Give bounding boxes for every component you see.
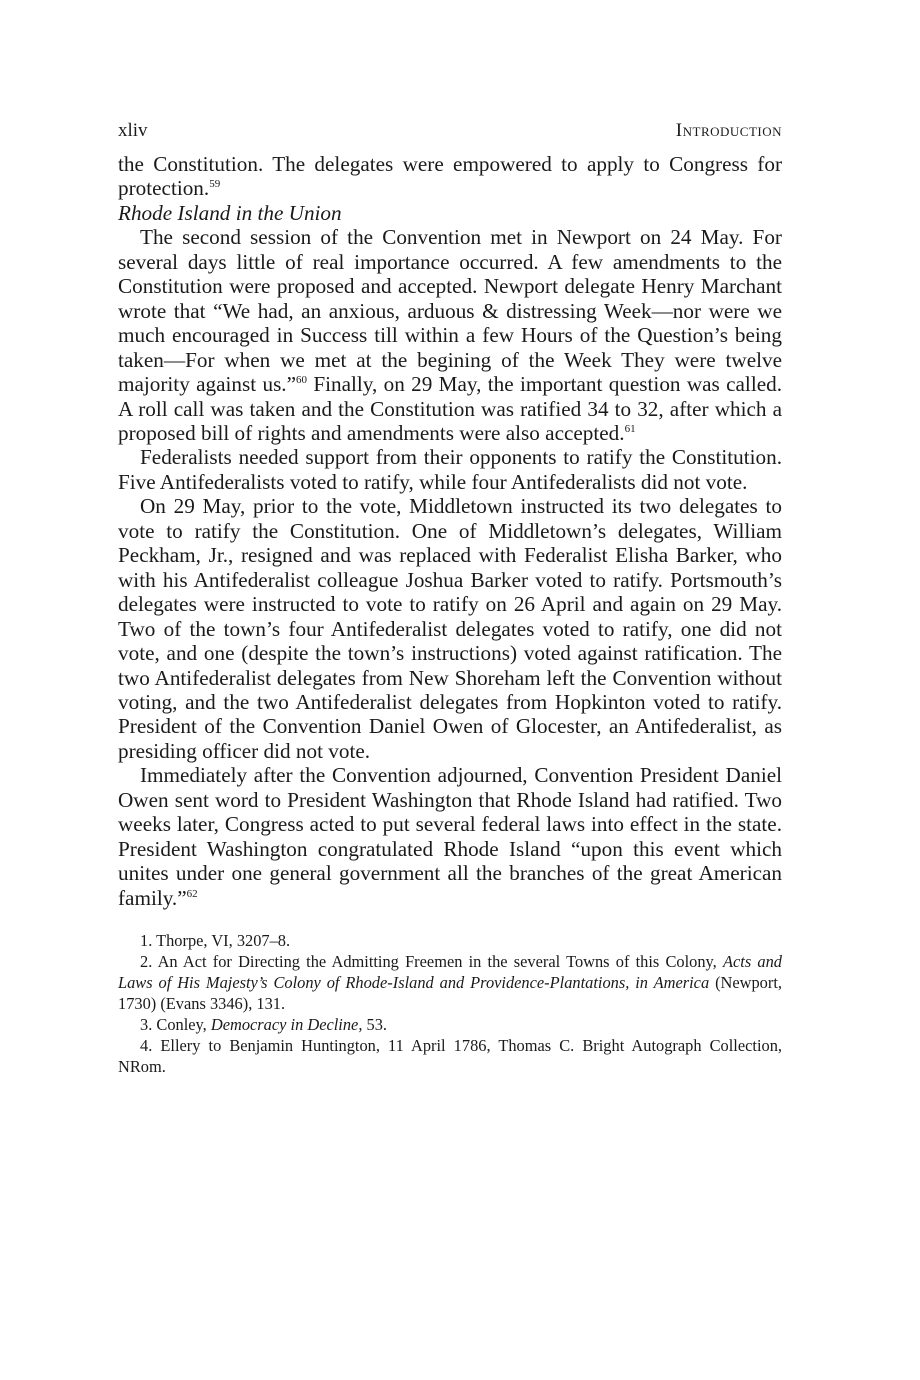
paragraph: Federalists needed support from their opponents to ratify the Constitution. Five Antifederalists voted to ratify, while four Antifederalists did not vote.: [118, 445, 782, 494]
footnote-text: (Newport, 1730) (Evans 3346), 131.: [118, 973, 782, 1014]
note-reference: 62: [186, 887, 198, 900]
paragraph-text: Immediately after the Convention adjourned, Convention President Daniel Owen sent word to President Washington that Rhode Island had ratified. Two weeks later, Congress acted to put several federal laws into effect in the state. President Washington congratulated Rhode Island “upon this event which unites under one general government all the branches of the great American family.”: [118, 763, 782, 910]
note-reference: 59: [209, 178, 221, 191]
running-head: [118, 120, 782, 152]
body-text: [118, 152, 782, 910]
paragraph: [118, 225, 782, 445]
footnotes: [118, 930, 782, 1077]
footnote: [118, 1014, 782, 1035]
footnote-text: 3. Conley,: [140, 1015, 211, 1035]
paragraph-continuation: [118, 152, 782, 201]
footnote-text: 53.: [362, 1015, 388, 1035]
footnote-title: Acts and Laws of His Majesty’s Colony of Rhode-Island and Providence-Plantations, in America: [118, 952, 782, 993]
footnote: 4. Ellery to Benjamin Huntington, 11 April 1786, Thomas C. Bright Autograph Collection, NRom.: [118, 1036, 782, 1077]
paragraph-text: the Constitution. The delegates were empowered to apply to Congress for protection.: [118, 152, 782, 201]
paragraph: On 29 May, prior to the vote, Middletown instructed its two delegates to vote to ratify the Constitution. One of Middletown’s delegates, William Peckham, Jr., resigned and was replaced with Federalist Elisha Barker, who with his Antifederalist colleague Joshua Barker voted to ratify. Portsmouth’s delegates were instructed to vote to ratify on 26 April and again on 29 May. Two of the town’s four Antifederalist delegates voted to ratify, one did not vote, and one (despite the town’s instructions) voted against ratification. The two Antifederalist delegates from New Shoreham left the Convention without voting, and the two Antifederalist delegates from Hopkinton voted to ratify. President of the Convention Daniel Owen of Glocester, an Antifederalist, as presiding officer did not vote.: [118, 494, 782, 763]
note-reference: 61: [624, 422, 636, 435]
page: [118, 120, 782, 1077]
footnote-title: Democracy in Decline,: [210, 1015, 363, 1035]
footnote: [118, 951, 782, 1014]
paragraph: [118, 763, 782, 910]
section-heading: Rhode Island in the Union: [118, 200, 342, 225]
paragraph-text: Finally, on 29 May, the important question was called. A roll call was taken and the Constitution was ratified 34 to 32, after which a proposed bill of rights and amendments were also accepted.: [118, 372, 782, 445]
footnote-text: 2. An Act for Directing the Admitting Freemen in the several Towns of this Colony,: [140, 952, 723, 972]
footnote: 1. Thorpe, VI, 3207–8.: [140, 931, 291, 951]
running-title: Introduction: [675, 120, 782, 141]
paragraph-text: The second session of the Convention met in Newport on 24 May. For several days little of real importance occurred. A few amendments to the Constitution were proposed and accepted. Newport delegate Henry Marchant wrote that “We had, an anxious, arduous & distressing Week—nor were we much encouraged in Success till within a few Hours of the Question’s being taken—For when we met at the begining of the Week They were twelve majority against us.”: [118, 225, 782, 397]
note-reference: 60: [296, 374, 308, 387]
page-number: xliv: [118, 120, 148, 141]
